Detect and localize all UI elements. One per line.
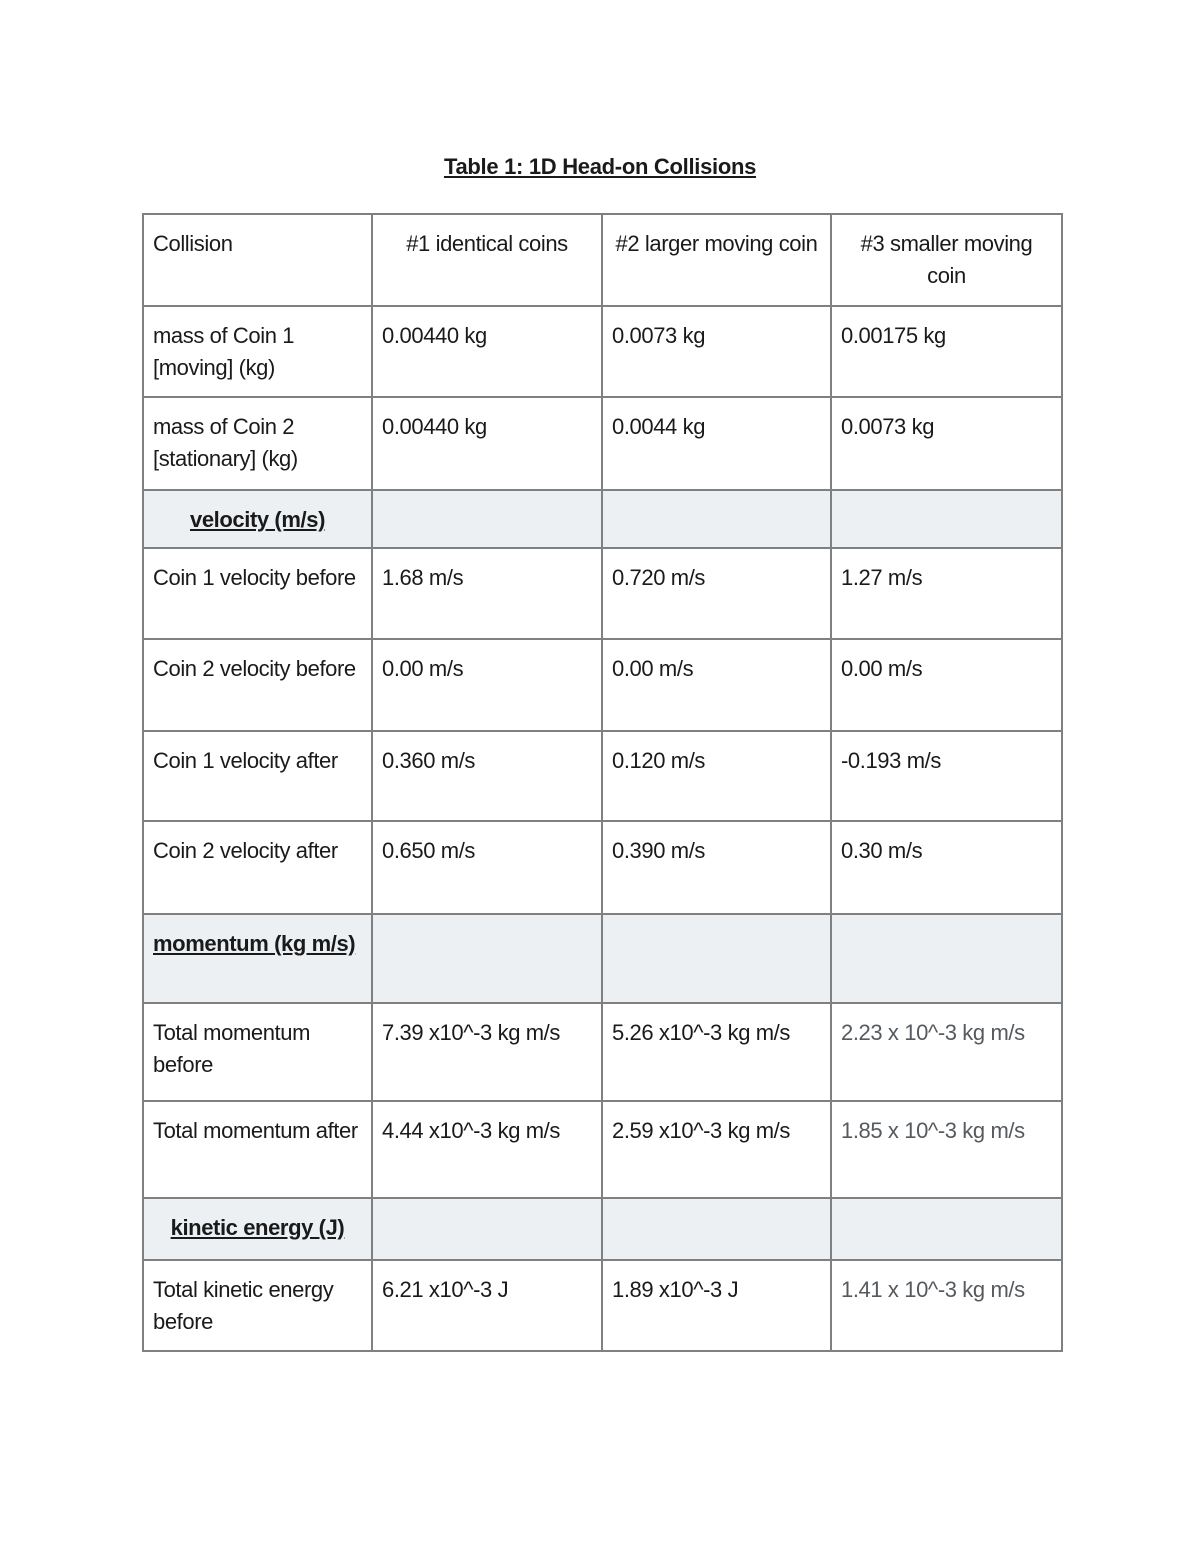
value-cell: 4.44 x10^-3 kg m/s	[372, 1101, 602, 1198]
value-cell: 0.650 m/s	[372, 821, 602, 914]
table-row	[143, 397, 1062, 490]
value-cell: 0.00440 kg	[372, 397, 602, 490]
value-cell: 0.00440 kg	[372, 306, 602, 397]
value-cell: -0.193 m/s	[831, 731, 1062, 821]
table-row	[143, 1003, 1062, 1101]
value-cell: 0.720 m/s	[602, 548, 831, 639]
value-cell: 2.23 x 10^-3 kg m/s	[831, 1003, 1062, 1101]
table-row	[143, 1101, 1062, 1198]
value-cell: 1.85 x 10^-3 kg m/s	[831, 1101, 1062, 1198]
section-row	[143, 914, 1062, 1003]
value-cell: 1.68 m/s	[372, 548, 602, 639]
empty-cell	[831, 490, 1062, 548]
empty-cell	[831, 914, 1062, 1003]
value-cell: 0.00 m/s	[602, 639, 831, 731]
table-row	[143, 548, 1062, 639]
value-cell: 7.39 x10^-3 kg m/s	[372, 1003, 602, 1101]
section-row	[143, 1198, 1062, 1260]
value-cell: 0.30 m/s	[831, 821, 1062, 914]
row-label-cell: Collision	[143, 214, 372, 306]
row-label-cell: mass of Coin 1 [moving] (kg)	[143, 306, 372, 397]
empty-cell	[602, 490, 831, 548]
column-header-cell: #3 smaller moving coin	[831, 214, 1062, 306]
header-row	[143, 214, 1062, 306]
row-label-cell: Coin 1 velocity before	[143, 548, 372, 639]
value-cell: 0.360 m/s	[372, 731, 602, 821]
section-row	[143, 490, 1062, 548]
empty-cell	[602, 1198, 831, 1260]
value-cell: 1.27 m/s	[831, 548, 1062, 639]
value-cell: 0.0073 kg	[831, 397, 1062, 490]
empty-cell	[372, 1198, 602, 1260]
value-cell: 1.41 x 10^-3 kg m/s	[831, 1260, 1062, 1351]
row-label-cell: Coin 2 velocity after	[143, 821, 372, 914]
value-cell: 0.390 m/s	[602, 821, 831, 914]
value-cell: 6.21 x10^-3 J	[372, 1260, 602, 1351]
section-label: momentum (kg m/s)	[143, 914, 372, 1003]
section-label: kinetic energy (J)	[143, 1198, 372, 1260]
table-row	[143, 731, 1062, 821]
value-cell: 0.00175 kg	[831, 306, 1062, 397]
row-label-cell: Total momentum after	[143, 1101, 372, 1198]
row-label-cell: mass of Coin 2 [stationary] (kg)	[143, 397, 372, 490]
value-cell: 2.59 x10^-3 kg m/s	[602, 1101, 831, 1198]
table-row	[143, 821, 1062, 914]
value-cell: 0.00 m/s	[831, 639, 1062, 731]
value-cell: 0.0073 kg	[602, 306, 831, 397]
table-row	[143, 1260, 1062, 1351]
empty-cell	[372, 490, 602, 548]
empty-cell	[602, 914, 831, 1003]
table-title: Table 1: 1D Head-on Collisions	[443, 154, 757, 179]
column-header-cell: #2 larger moving coin	[602, 214, 831, 306]
row-label-cell: Total momentum before	[143, 1003, 372, 1101]
empty-cell	[372, 914, 602, 1003]
collisions-table	[142, 213, 1063, 1352]
row-label-cell: Total kinetic energy before	[143, 1260, 372, 1351]
empty-cell	[831, 1198, 1062, 1260]
row-label-cell: Coin 2 velocity before	[143, 639, 372, 731]
table-row	[143, 639, 1062, 731]
value-cell: 0.0044 kg	[602, 397, 831, 490]
table-row	[143, 306, 1062, 397]
value-cell: 1.89 x10^-3 J	[602, 1260, 831, 1351]
section-label: velocity (m/s)	[143, 490, 372, 548]
row-label-cell: Coin 1 velocity after	[143, 731, 372, 821]
value-cell: 0.00 m/s	[372, 639, 602, 731]
value-cell: 5.26 x10^-3 kg m/s	[602, 1003, 831, 1101]
column-header-cell: #1 identical coins	[372, 214, 602, 306]
value-cell: 0.120 m/s	[602, 731, 831, 821]
